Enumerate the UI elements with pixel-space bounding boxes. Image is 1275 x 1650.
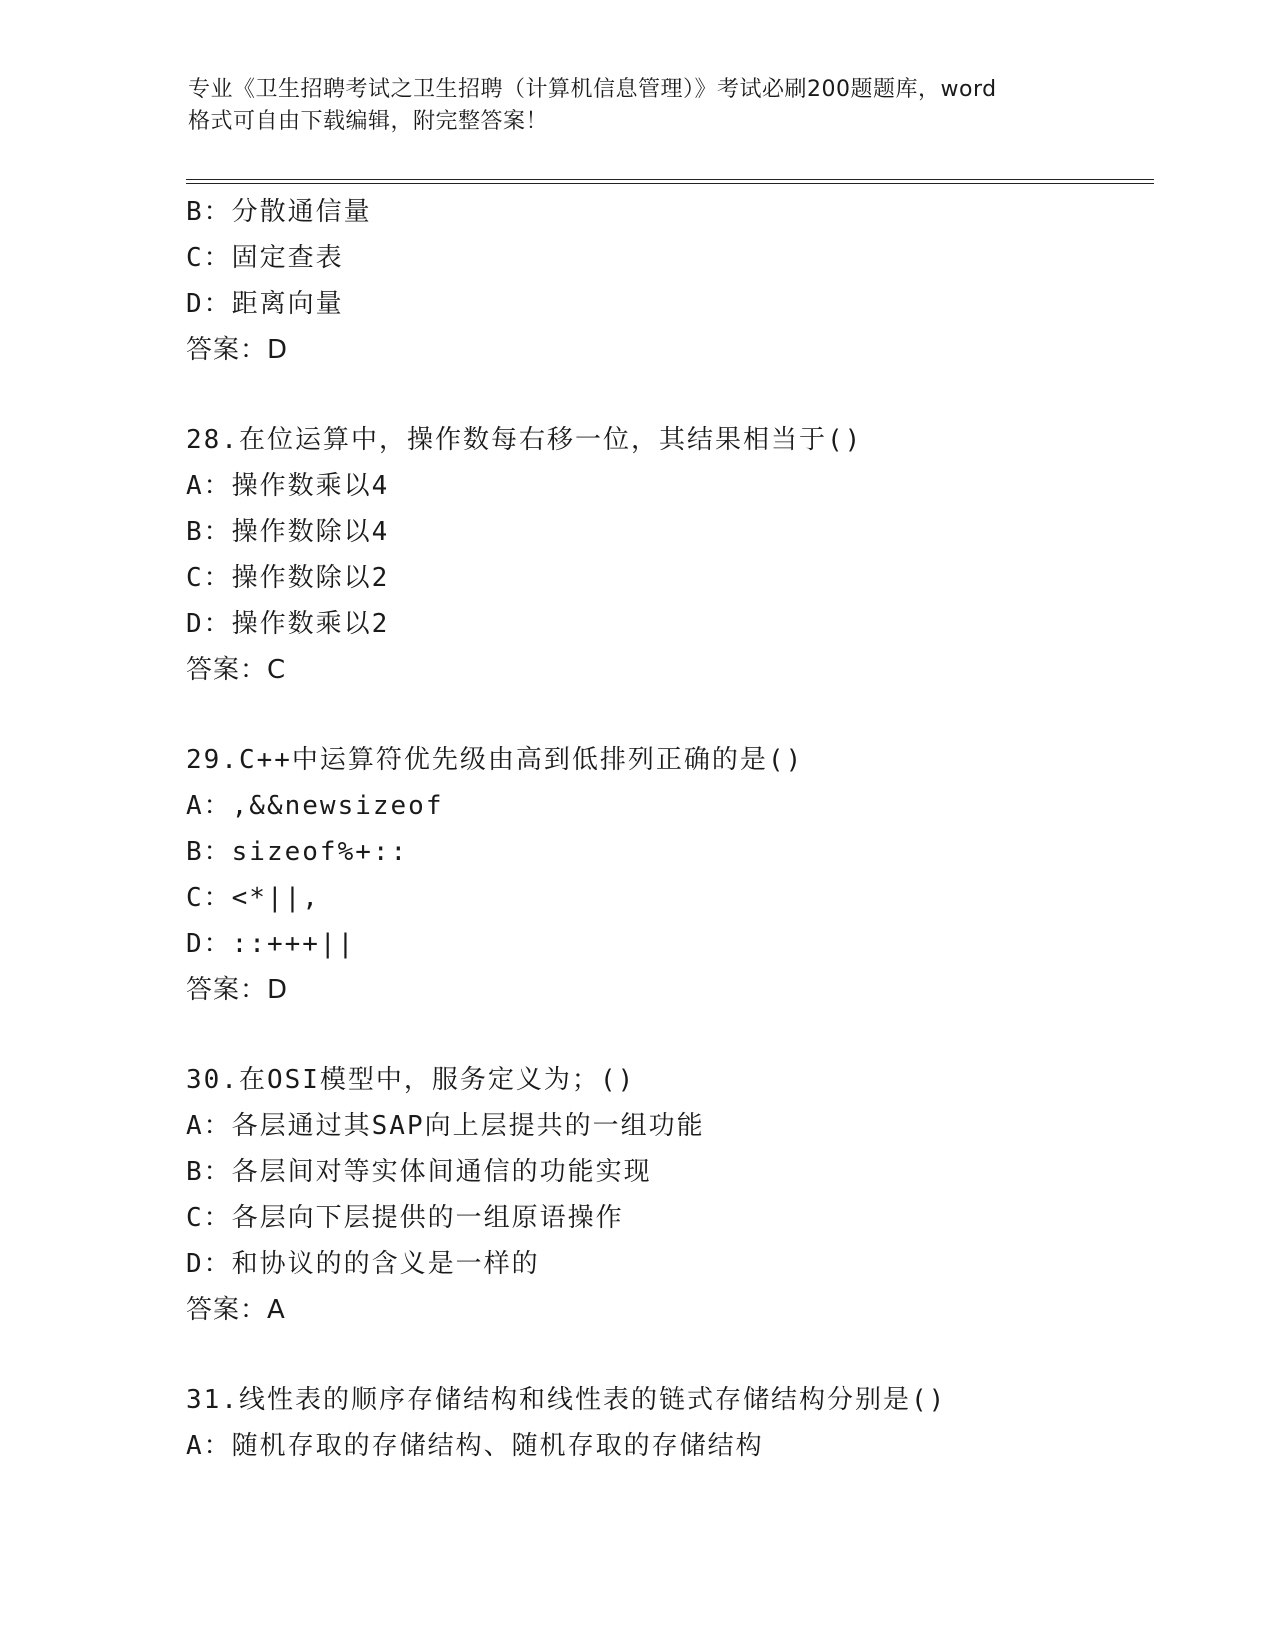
answer-line: 答案：A <box>186 1295 286 1325</box>
header-title-line-1: 专业《卫生招聘考试之卫生招聘（计算机信息管理）》考试必刷200题题库，word <box>188 77 997 102</box>
option-d: D：操作数乘以2 <box>186 609 390 639</box>
option-c: C：固定查表 <box>186 243 344 273</box>
spacer <box>186 1333 1146 1377</box>
question-28 <box>186 417 1146 693</box>
option-c: C：各层向下层提供的一组原语操作 <box>186 1203 624 1233</box>
option-b: B：各层间对等实体间通信的功能实现 <box>186 1157 652 1187</box>
document-header <box>188 74 1088 138</box>
header-title-line-2: 格式可自由下载编辑，附完整答案！ <box>188 109 549 134</box>
header-divider-bottom <box>186 183 1154 184</box>
question-27-continued <box>186 189 1146 373</box>
option-b: B：分散通信量 <box>186 197 372 227</box>
spacer <box>186 693 1146 737</box>
option-b: B：sizeof%+:: <box>186 837 409 867</box>
answer-line: 答案：C <box>186 655 287 685</box>
option-b: B：操作数除以4 <box>186 517 390 547</box>
option-a: A：,&&newsizeof <box>186 791 444 821</box>
option-d: D：::+++|| <box>186 929 356 959</box>
question-text: 30.在OSI模型中，服务定义为；() <box>186 1065 636 1095</box>
question-text: 31.线性表的顺序存储结构和线性表的链式存储结构分别是() <box>186 1385 947 1415</box>
option-c: C：操作数除以2 <box>186 563 390 593</box>
option-a: A：各层通过其SAP向上层提共的一组功能 <box>186 1111 705 1141</box>
option-a: A：操作数乘以4 <box>186 471 390 501</box>
question-text: 28.在位运算中，操作数每右移一位，其结果相当于() <box>186 425 863 455</box>
header-divider-top <box>186 179 1154 180</box>
option-c: C：<*||, <box>186 883 320 913</box>
question-text: 29.C++中运算符优先级由高到低排列正确的是() <box>186 745 804 775</box>
spacer <box>186 1013 1146 1057</box>
option-a: A：随机存取的存储结构、随机存取的存储结构 <box>186 1431 764 1461</box>
spacer <box>186 373 1146 417</box>
option-d: D：距离向量 <box>186 289 344 319</box>
answer-line: 答案：D <box>186 335 289 365</box>
question-list <box>186 189 1146 1469</box>
answer-line: 答案：D <box>186 975 289 1005</box>
option-d: D：和协议的的含义是一样的 <box>186 1249 540 1279</box>
question-30 <box>186 1057 1146 1333</box>
question-29 <box>186 737 1146 1013</box>
question-31 <box>186 1377 1146 1469</box>
